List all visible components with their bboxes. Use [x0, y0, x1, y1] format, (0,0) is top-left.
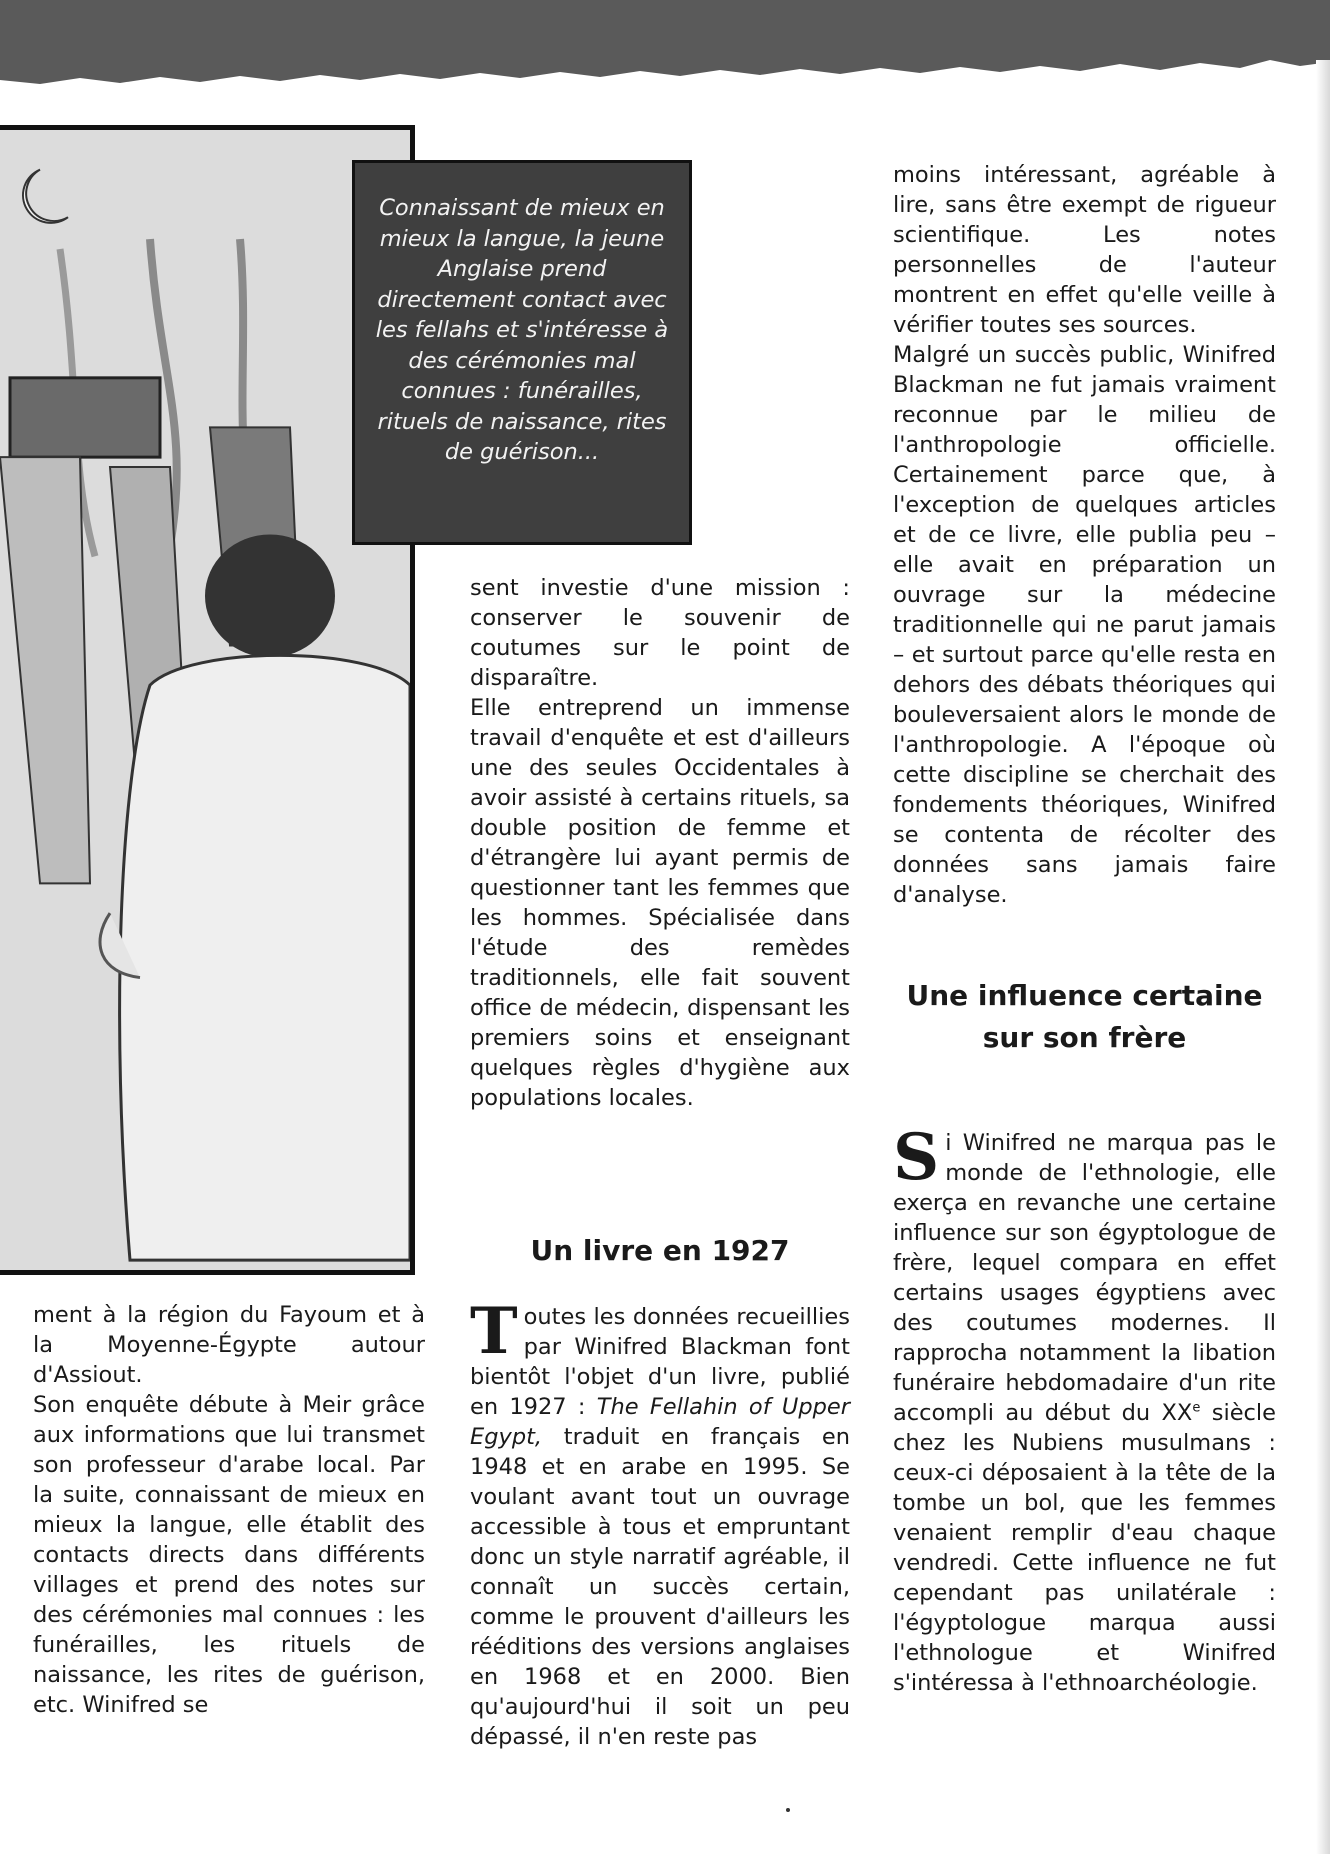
pull-quote: Connaissant de mieux en mieux la langue, la jeune Anglaise prend directement contact avec les fellahs et s'intéresse à des cérémonies mal connues : funérailles, rituels de naissance, rites de guérison... — [352, 160, 692, 545]
col3b-text-a: i Winifred ne marqua pas le monde de l'ethnologie, elle exerça en revanche une certaine influence sur son égyptologue de frère, lequel compara en effet certains usages égyptiens avec des coutumes modernes. Il rapprocha notamment la libation funéraire hebdomadaire d'un rite accompli au début du XX — [893, 1130, 1276, 1426]
century-superscript: e — [1192, 1400, 1201, 1416]
col1-paragraph-2: Son enquête débute à Meir grâce aux informations que lui transmet son professeur d'arabe local. Par la suite, connaissant de mieux en mieux la langue, elle établit des contacts directs dans différents villages et prend des notes sur des cérémonies mal connues : les funérailles, les rituels de naissance, les rites de guérison, etc. Winifred se — [33, 1392, 425, 1718]
column-1 — [33, 1300, 425, 1720]
ink-dot — [786, 1808, 790, 1812]
col2-paragraph-2: Elle entreprend un immense travail d'enquête et est d'ailleurs une des seules Occidentales à avoir assisté à certains rituels, sa double position de femme et d'étrangère lui ayant permis de questionner tant les femmes que les hommes. Spécialisée dans l'étude des remèdes traditionnels, elle fait souvent office de médecin, dispensant les premiers soins et enseignant quelques règles d'hygiène aux populations locales. — [470, 695, 850, 1111]
page-edge-shadow — [1316, 60, 1330, 1854]
heading-une-influence: Une influence certaine sur son frère — [906, 979, 1263, 1054]
heading-un-livre: Un livre en 1927 — [530, 1234, 790, 1267]
col3-paragraph-2: Malgré un succès public, Winifred Blackman ne fut jamais vraiment reconnue par le milieu de l'anthropologie officielle. Certainement parce que, à l'exception de quelques articles et de ce livre, elle publia peu – elle avait en préparation un ouvrage sur la médecine traditionnelle qui ne parut jamais – et surtout parce qu'elle resta en dehors des débats théoriques qui bouleversaient alors le monde de l'anthropologie. A l'époque où cette discipline se cherchait des fondements théoriques, Winifred se contenta de récolter des données sans jamais faire d'analyse. — [893, 342, 1276, 908]
drop-cap-s: S — [893, 1120, 940, 1195]
book-title: The Fellahin of Upper Egypt, — [470, 1394, 850, 1450]
col3-paragraph-1: moins intéressant, agréable à lire, sans être exempt de rigueur scientifique. Les notes personnelles de l'auteur montrent en effet qu'elle veille à vérifier toutes ses sources. — [893, 162, 1276, 338]
col3b-text-b: siècle chez les Nubiens musulmans : ceux-ci déposaient à la tête de la tombe un bol, que les femmes venaient remplir d'eau chaque vendredi. Cette influence ne fut cependant pas unilatérale : l'égyptologue marqua aussi l'ethnologue et Winifred s'intéressa à l'ethnoarchéologie. — [893, 1400, 1277, 1696]
col2-paragraph-1: sent investie d'une mission : conserver le souvenir de coutumes sur le point de disparaître. — [470, 575, 850, 691]
column-2-section — [470, 1294, 850, 1752]
col1-paragraph-1: ment à la région du Fayoum et à la Moyenne-Égypte autour d'Assiout. — [33, 1302, 425, 1388]
column-3 — [893, 160, 1276, 910]
column-3-section — [893, 1120, 1277, 1698]
col2b-text-a: outes les données recueillies par Winifred Blackman font bientôt l'objet d'un livre, publié en 1927 : — [470, 1304, 850, 1420]
torn-paper-header — [0, 0, 1330, 90]
column-2 — [470, 573, 850, 1113]
drop-cap-t: T — [470, 1294, 518, 1369]
col2b-text-b: traduit en français en 1948 et en arabe en 1995. Se voulant avant tout un ouvrage accessible à tous et empruntant donc un style narratif agréable, il connaît un succès certain, comme le prouvent d'ailleurs les rééditions des versions anglaises en 1968 et en 2000. Bien qu'aujourd'hui il soit un peu dépassé, il n'en reste pas — [470, 1424, 850, 1750]
